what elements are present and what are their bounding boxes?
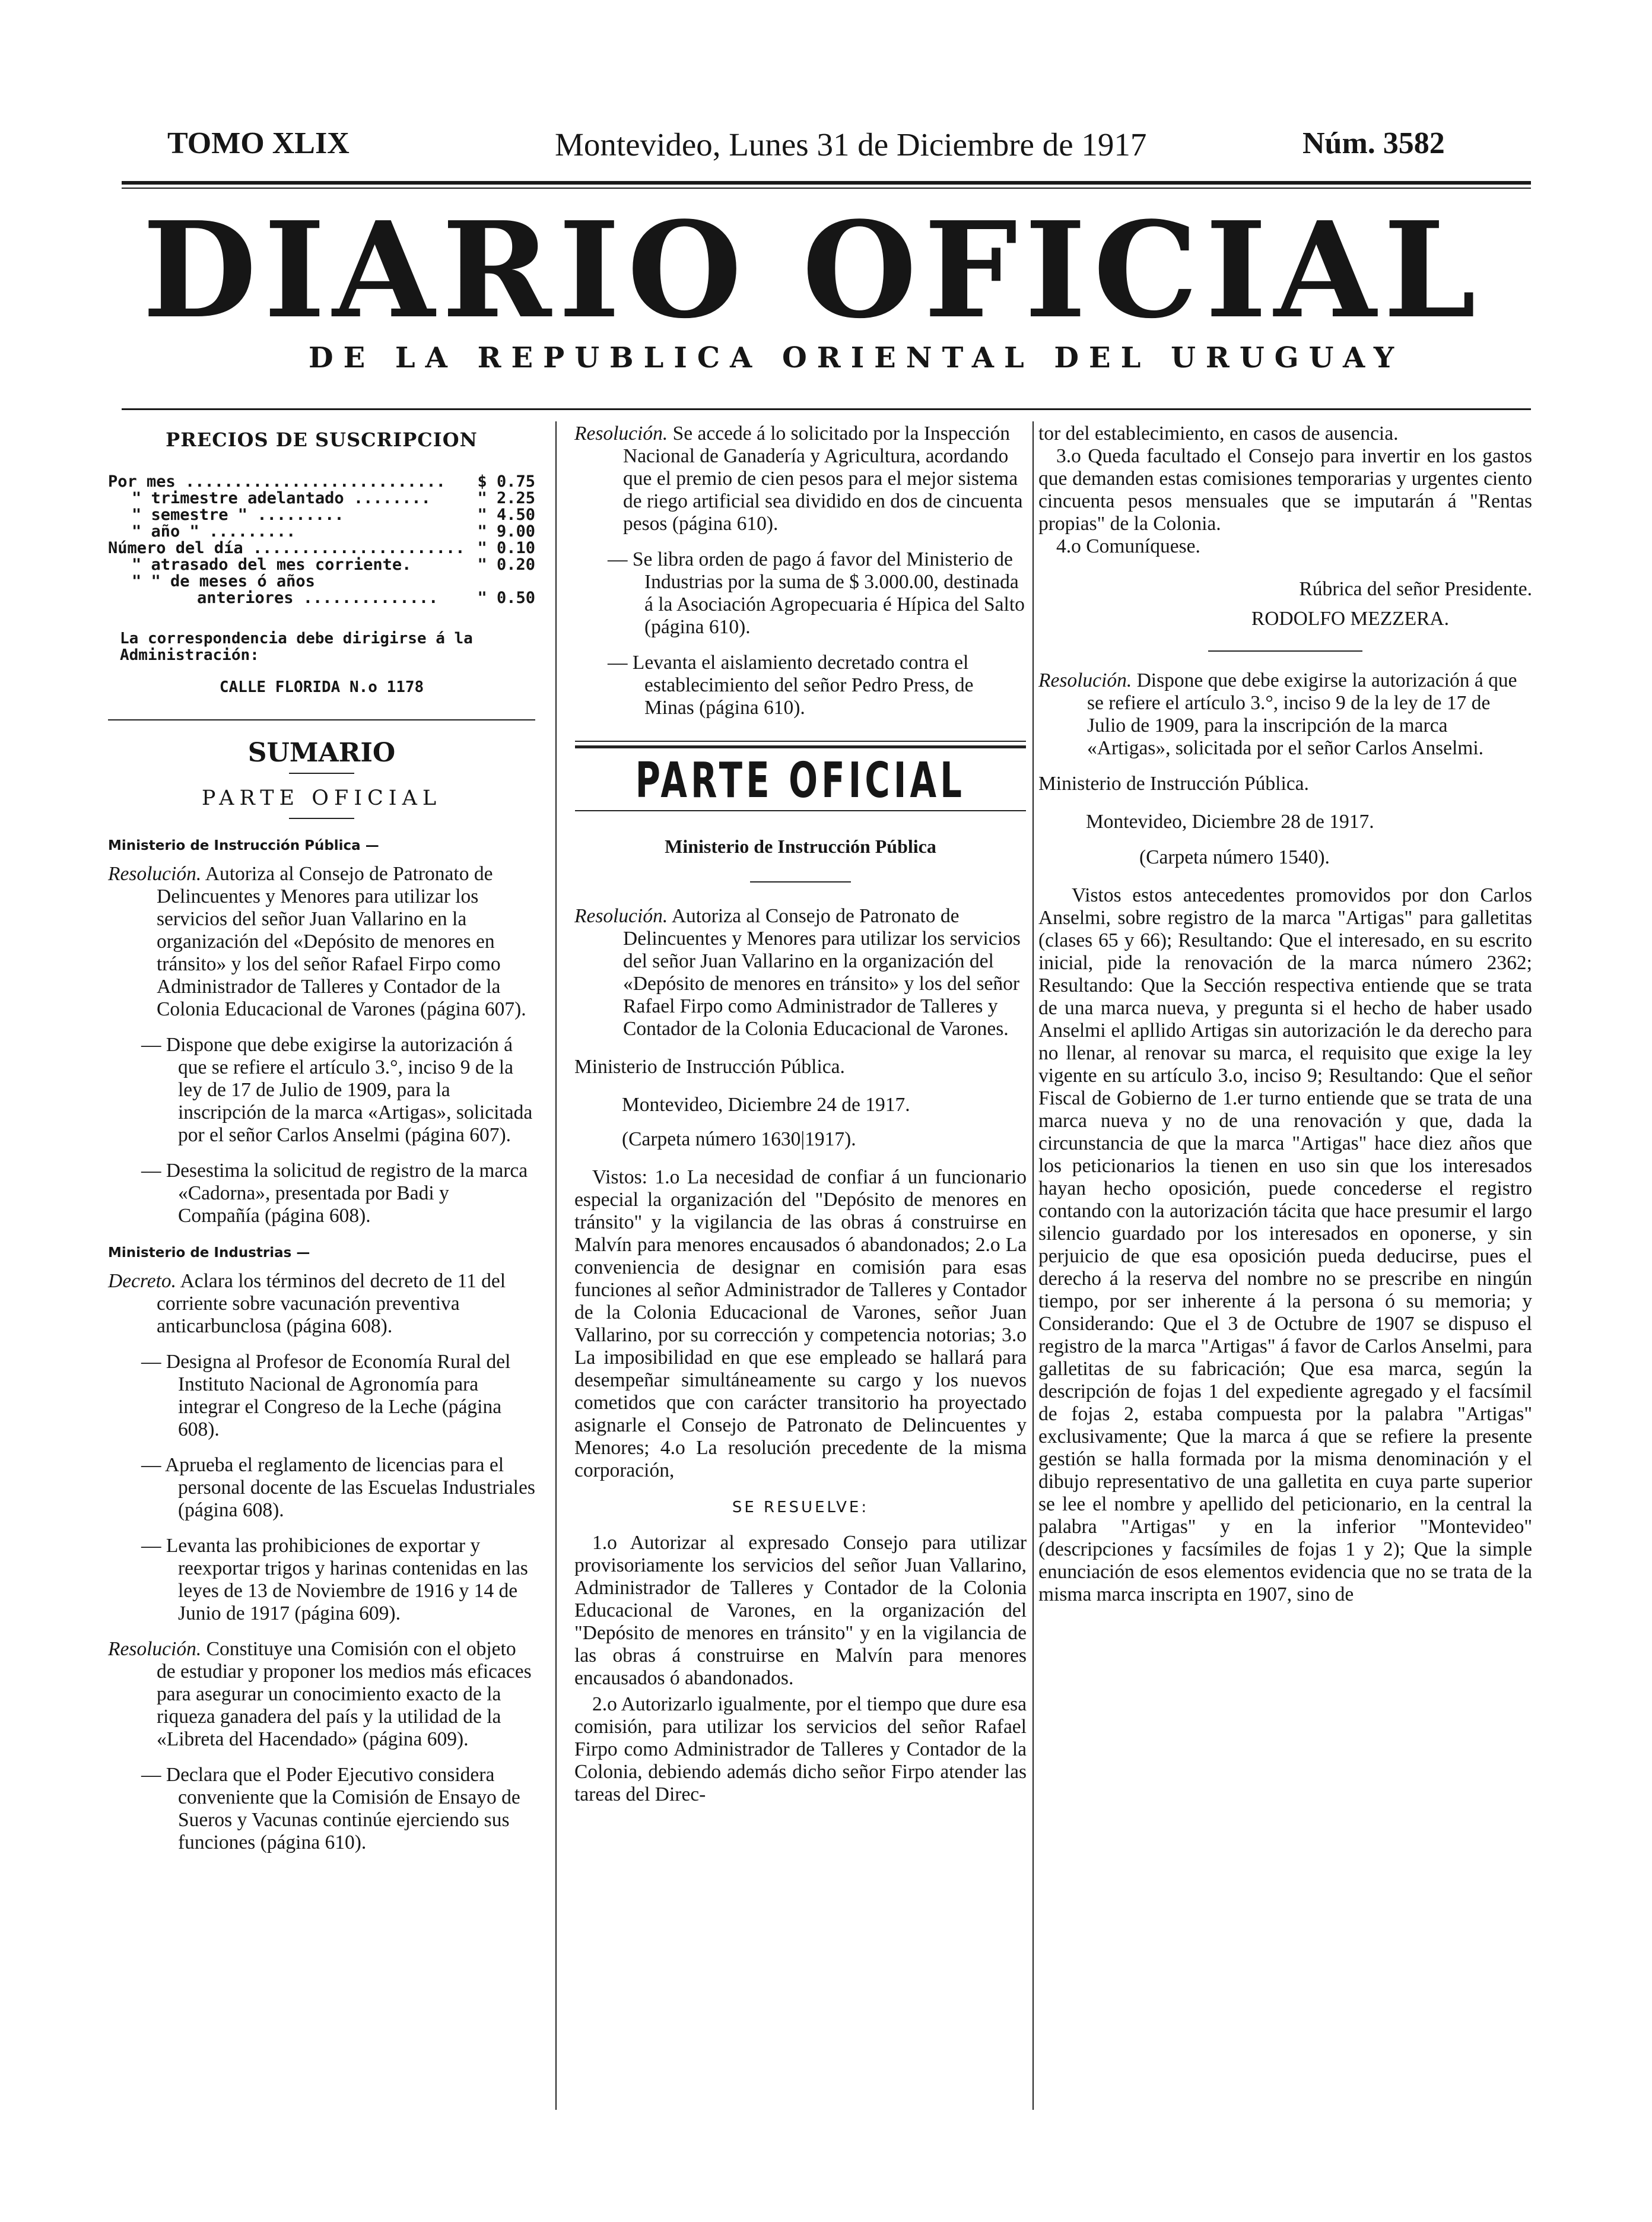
signature: RODOLFO MEZZERA.: [1251, 608, 1449, 630]
header-rule-thin: [122, 188, 1531, 189]
resolution-summary: Resolución. Dispone que debe exigirse la autorización á que se refiere el artículo 3.°, inciso 9 de la ley de 17 de Julio de 1909, para la inscripción de la marca «Artigas», solicitada por el señor Carlos Anselmi.: [1038, 669, 1517, 759]
short-rule: [289, 773, 354, 774]
address: CALLE FLORIDA N.o 1178: [219, 678, 424, 696]
price-row: " trimestre adelantado ........ " 2.25: [132, 489, 535, 507]
parte-oficial-title: PARTE OFICIAL: [635, 753, 966, 809]
resolution-article: 3.o Queda facultado el Consejo para invertir en los gastos que demanden estas comisiones temporarias y urgentes ciento cincuenta pesos mensuales que se imputarán á "Rentas propias" de la Colonia.: [1038, 445, 1532, 535]
short-rule: [1208, 650, 1362, 652]
column-parte-oficial: [574, 423, 1027, 1806]
price-row: " semestre " ......... " 4.50: [132, 506, 535, 524]
section-rule: [575, 741, 1026, 742]
issue-number: Núm. 3582: [1302, 126, 1445, 160]
summary-item: — Levanta el aislamiento decretado contra el establecimiento del señor Pedro Press, de Minas (página 610).: [608, 652, 974, 719]
price-row: Número del día ...................... " 0.10: [108, 539, 535, 557]
price-row: " año " ......... " 9.00: [132, 522, 535, 541]
subscription-heading: PRECIOS DE SUSCRIPCION: [166, 428, 478, 451]
ministry-line: Ministerio de Instrucción Pública.: [1038, 773, 1309, 795]
summary-item: — Desestima la solicitud de registro de la marca «Cadorna», presentada por Badi y Compañía (página 608).: [141, 1160, 528, 1227]
ministry-instruccion-label: Ministerio de Instrucción Pública —: [108, 838, 379, 853]
considerandos-paragraph: Vistos estos antecedentes promovidos por don Carlos Anselmi, sobre registro de la marca "Artigas" para galletitas (clases 65 y 66); Resultando: Que el interesado, en su escrito inicial, pide la renovación de la marca número 2362; Resultando: Que la Sección respectiva entiende que se trata de una marca nueva, y pregunta si el hecho de haber usado Anselmi el apllido Artigas sin autorización le da derecho para no llenar, al renovar su marca, el requisito que exige la ley vigente en su artículo 3.o, inciso 9; Resultando: Que el señor Fiscal de Gobierno de 1.er turno entiende que se trata de una marca nueva y no de una renovación y que, dada la circunstancia de que la marca "Artigas" hace diez años que los peticionarios la tienen en uso sin que los interesados hayan hecho oposición, puede concederse el registro contando con la autorización tácita que hace presumir el largo silencio guardado por los interesados en oponerse, y sin perjuicio de que esa oposición pueda deducirse, pues el derecho á la reserva del nombre no se prescribe en ningún tiempo, por ser inherente á la persona ó su memoria; y Considerando: Que el 3 de Octubre de 1907 se dispuso el registro de la marca "Artigas" á favor de Carlos Anselmi, para galletitas de su fabricación; Que esa marca, según la descripción de fojas 1 del expediente agregado y el facsímil de fojas 2, estaba compuesta por la palabra "Artigas" exclusivamente; Que la marca á que se refiere la presente gestión se halla formada por la misma denominación y el dibujo representativo de una galletita en cuya parte superior se lee el nombre y apellido del peticionario, en la central la palabra "Artigas" y en la inferior "Montevideo" (descripciones y facsímiles de fojas 1 y 2); Que la simple enunciación de esos elementos evidencia que no se trata de la misma marca inscripta en 1907, sino de: [1038, 884, 1532, 1605]
price-row: anteriores .............. " 0.50: [197, 589, 535, 607]
summary-item: — Dispone que debe exigirse la autorización á que se refiere el artículo 3.°, inciso 9 de la ley de 17 de Julio de 1909, para la inscripción de la marca «Artigas», solicitada por el señor Carlos Anselmi (página 607).: [141, 1034, 533, 1146]
carpeta-number: (Carpeta número 1630|1917).: [622, 1128, 856, 1150]
column-divider-1: [555, 421, 557, 2110]
price-row: " " de meses ó años: [132, 572, 315, 591]
resolution-article: 1.o Autorizar al expresado Consejo para utilizar provisoriamente los servicios del señor Juan Vallarino, Administrador de Talleres y Contador de la Colonia Educacional de Varones, en la organización del "Depósito de menores en tránsito" y en la vigilancia de las obras á construirse en Malvín para menores encausados ó abandonados.: [574, 1532, 1027, 1689]
sumario-heading: SUMARIO: [247, 738, 396, 768]
summary-item: Resolución. Constituye una Comisión con el objeto de estudiar y proponer los medios más eficaces para asegurar un conocimiento exacto de la riqueza ganadera del país y la utilidad de la «Libreta del Hacendado» (página 609).: [108, 1638, 532, 1750]
column-sumario: [108, 423, 535, 1854]
column-divider-2: [1032, 421, 1034, 2110]
se-resuelve: SE RESUELVE:: [732, 1499, 869, 1516]
summary-item: Resolución. Autoriza al Consejo de Patronato de Delincuentes y Menores para utilizar los servicios del señor Juan Vallarino en la organización del «Depósito de menores en tránsito» y los del señor Rafael Firpo como Administrador de Talleres y Contador de la Colonia Educacional de Varones (página 607).: [108, 863, 526, 1020]
tomo-label: TOMO XLIX: [167, 126, 350, 160]
subscription-table: [108, 474, 535, 607]
price-row: " atrasado del mes corriente. " 0.20: [132, 556, 535, 574]
column-resoluciones: [1038, 423, 1532, 1606]
parte-oficial-subheading: PARTE OFICIAL: [201, 786, 442, 810]
continued-text: tor del establecimiento, en casos de ausencia.: [1038, 423, 1399, 445]
resolution-article: 4.o Comuníquese.: [1056, 535, 1200, 557]
vistos-paragraph: Vistos: 1.o La necesidad de confiar á un funcionario especial la organización del "Depósito de menores en tránsito" y la vigilancia de las obras á construirse en Malvín para menores encausados ó abandonados; 2.o La conveniencia de designar en comisión para esas funciones al señor Administrador de Talleres y Contador de la Colonia Educacional de Varones, señor Juan Vallarino, por su corrección y competencia notorias; 3.o La imposibilidad en que ese empleado se hallará para desempeñar simultáneamente su cargo y los nuevos cometidos que con carácter transitorio ha proyectado asignarle el Consejo de Patronato de Delincuentes y Menores; 4.o La resolución precedente de la misma corporación,: [574, 1166, 1027, 1481]
summary-item: — Declara que el Poder Ejecutivo considera conveniente que la Comisión de Ensayo de Sueros y Vacunas continúe ejerciendo sus funciones (página 610).: [141, 1764, 520, 1853]
short-rule: [750, 881, 851, 883]
issue-date: Montevideo, Lunes 31 de Diciembre de 1917: [555, 126, 1147, 163]
summary-item: Resolución. Se accede á lo solicitado por la Inspección Nacional de Ganadería y Agricultura, acordando que el premio de cien pesos para el mejor sistema de riego artificial sea dividido en dos de cincuenta pesos (página 610).: [574, 423, 1023, 535]
ministry-line: Ministerio de Instrucción Pública.: [574, 1056, 845, 1078]
section-rule-thick: [575, 745, 1026, 748]
rubrica: Rúbrica del señor Presidente.: [1299, 578, 1532, 600]
summary-item: — Designa al Profesor de Economía Rural del Instituto Nacional de Agronomía para integrar el Congreso de la Leche (página 608).: [141, 1351, 511, 1440]
document-date: Montevideo, Diciembre 24 de 1917.: [622, 1094, 910, 1116]
summary-item: Decreto. Aclara los términos del decreto de 11 del corriente sobre vacunación preventiva anticarbunclosa (página 608).: [108, 1270, 506, 1337]
section-rule: [108, 719, 535, 720]
ministry-heading: Ministerio de Instrucción Pública: [665, 836, 936, 857]
masthead-rule: [122, 408, 1531, 410]
price-row: Por mes ........................... $ 0.75: [108, 472, 535, 491]
masthead-title: DIARIO OFICIAL: [142, 193, 1483, 348]
summary-item: — Aprueba el reglamento de licencias para el personal docente de las Escuelas Industriales (página 608).: [141, 1454, 535, 1521]
short-rule: [289, 818, 354, 819]
resolution-article: 2.o Autorizarlo igualmente, por el tiempo que dure esa comisión, para utilizar los servicios del señor Rafael Firpo como Administrador de Talleres y Contador de la Colonia, debiendo además dicho señor Firpo atender las tareas del Direc-: [574, 1693, 1027, 1805]
ministry-industrias-label: Ministerio de Industrias —: [108, 1245, 310, 1261]
document-date: Montevideo, Diciembre 28 de 1917.: [1086, 811, 1374, 833]
resolution-summary: Resolución. Autoriza al Consejo de Patronato de Delincuentes y Menores para utilizar los servicios del señor Juan Vallarino en la organización del «Depósito de menores en tránsito» y los del señor Rafael Firpo como Administrador de Talleres y Contador de la Colonia Educacional de Varones.: [574, 905, 1021, 1040]
carpeta-number: (Carpeta número 1540).: [1139, 846, 1330, 868]
section-rule: [575, 810, 1026, 811]
header-rule-top: [122, 181, 1531, 185]
summary-item: — Levanta las prohibiciones de exportar y reexportar trigos y harinas contenidas en las leyes de 13 de Noviembre de 1916 y 14 de Junio de 1917 (página 609).: [141, 1535, 528, 1624]
summary-item: — Se libra orden de pago á favor del Ministerio de Industrias por la suma de $ 3.000.00, destinada á la Asociación Agropecuaria é Hípica del Salto (página 610).: [608, 548, 1025, 638]
masthead-subtitle: DE LA REPUBLICA ORIENTAL DEL URUGUAY: [309, 341, 1405, 374]
correspondence-note: La correspondencia debe dirigirse á la Administración:: [120, 630, 473, 664]
